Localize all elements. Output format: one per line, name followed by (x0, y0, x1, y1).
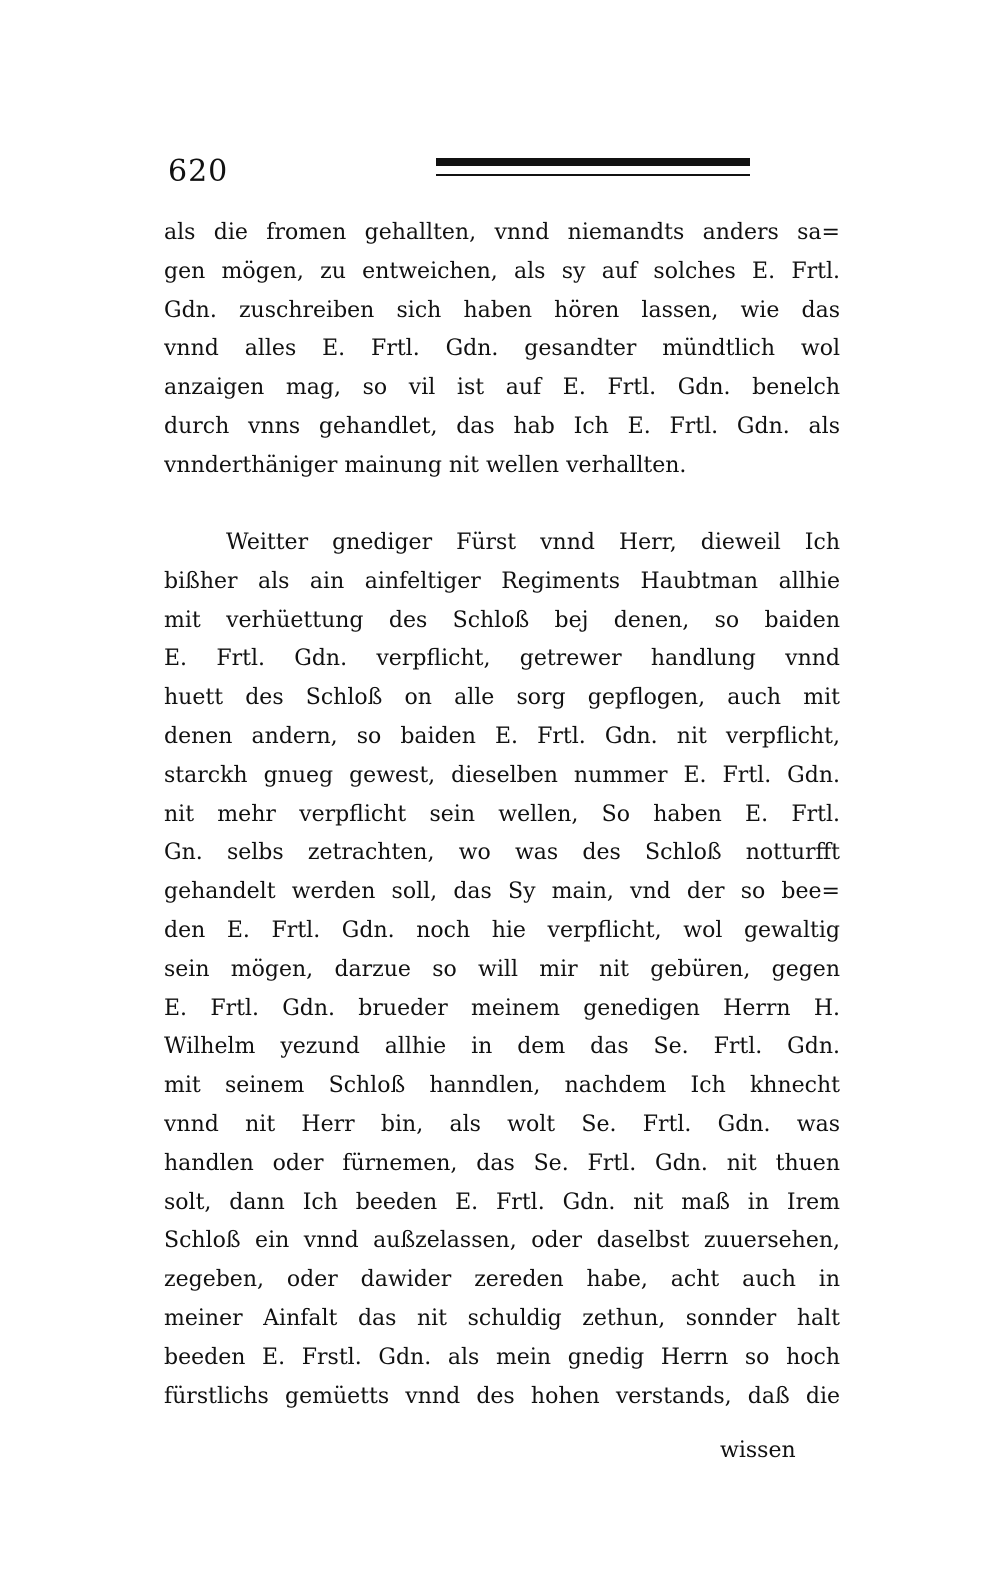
text-line: beeden E. Frstl. Gdn. als mein gnedig Herrn so hoch (164, 1344, 840, 1370)
text-line: mit verhüettung des Schloß bej denen, so baiden (164, 607, 840, 633)
text-line: vnnd alles E. Frtl. Gdn. gesandter mündtlich wol (164, 336, 840, 362)
header-rule-thin (436, 174, 750, 176)
header-rule-thick (436, 158, 750, 166)
text-line: fürstlichs gemüetts vnnd des hohen verstands, daß die (164, 1383, 840, 1409)
text-line: sein mögen, darzue so will mir nit gebüren, gegen (164, 956, 840, 982)
text-line: Schloß ein vnnd außzelassen, oder daselbst zuuersehen, (164, 1228, 840, 1254)
text-line: mit seinem Schloß hanndlen, nachdem Ich khnecht (164, 1073, 840, 1099)
catchword: wissen (720, 1438, 796, 1463)
text-line: gen mögen, zu entweichen, als sy auf solches E. Frtl. (164, 258, 840, 284)
text-line: denen andern, so baiden E. Frtl. Gdn. nit verpflicht, (164, 723, 840, 749)
text-line: E. Frtl. Gdn. verpflicht, getrewer handlung vnnd (164, 646, 840, 672)
text-line: zegeben, oder dawider zereden habe, acht auch in (164, 1267, 840, 1293)
text-line: Weitter gnediger Fürst vnnd Herr, dieweil Ich (226, 530, 840, 555)
header-ornament-rule (436, 158, 750, 176)
page-number: 620 (168, 154, 229, 189)
text-line: Gn. selbs zetrachten, wo was des Schloß notturfft (164, 840, 840, 866)
paragraph-2 (164, 524, 840, 1416)
text-line: meiner Ainfalt das nit schuldig zethun, sonnder halt (164, 1305, 840, 1331)
text-line: handlen oder fürnemen, das Se. Frtl. Gdn. nit thuen (164, 1150, 840, 1176)
paragraph-1 (164, 214, 840, 486)
text-line: starckh gnueg gewest, dieselben nummer E. Frtl. Gdn. (164, 762, 840, 788)
text-line: Wilhelm yezund allhie in dem das Se. Frtl. Gdn. (164, 1034, 840, 1060)
text-line: huett des Schloß on alle sorg gepflogen, auch mit (164, 685, 840, 711)
text-line: als die fromen gehallten, vnnd niemandts anders sa= (164, 220, 840, 245)
page-header (168, 152, 588, 192)
text-line: anzaigen mag, so vil ist auf E. Frtl. Gdn. benelch (164, 375, 840, 401)
text-line: nit mehr verpflicht sein wellen, So haben E. Frtl. (164, 801, 840, 827)
text-line: vnnd nit Herr bin, als wolt Se. Frtl. Gdn. was (164, 1111, 840, 1137)
text-line: solt, dann Ich beeden E. Frtl. Gdn. nit maß in Irem (164, 1189, 840, 1215)
text-line: vnnderthäniger mainung nit wellen verhallten. (164, 452, 687, 478)
text-line: bißher als ain ainfeltiger Regiments Haubtman allhie (164, 568, 840, 594)
text-line: den E. Frtl. Gdn. noch hie verpflicht, wol gewaltig (164, 917, 840, 943)
text-line: gehandelt werden soll, das Sy main, vnd der so bee= (164, 879, 840, 905)
text-line: E. Frtl. Gdn. brueder meinem genedigen Herrn H. (164, 995, 840, 1021)
text-line: durch vnns gehandlet, das hab Ich E. Frtl. Gdn. als (164, 413, 840, 439)
text-line: Gdn. zuschreiben sich haben hören lassen, wie das (164, 297, 840, 323)
